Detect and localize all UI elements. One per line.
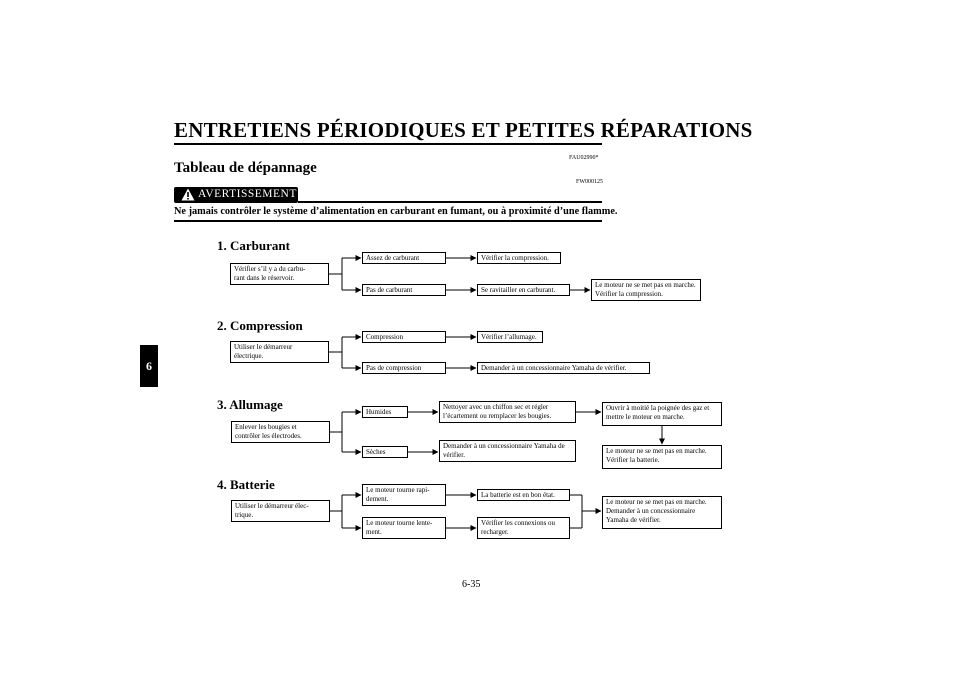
battery-fast-box bbox=[362, 484, 446, 506]
ignition-wet-action-line-1: Nettoyer avec un chiffon sec et régler bbox=[443, 403, 549, 411]
ignition-wet-next-box bbox=[602, 402, 722, 426]
warning-ref-code: FW000125 bbox=[576, 179, 603, 185]
battery-start-box bbox=[231, 500, 330, 522]
step-ignition-title: 3. Allumage bbox=[217, 397, 283, 412]
fuel-result-line-2: Vérifier la compression. bbox=[595, 290, 663, 298]
ignition-dry-box: Sèches bbox=[362, 446, 408, 458]
fuel-start-line-1: Vérifier s’il y a du carbu- bbox=[234, 265, 306, 273]
battery-start-line-1: Utiliser le démarreur élec- bbox=[235, 502, 309, 510]
section-title: Tableau de dépannage bbox=[174, 160, 317, 176]
compression-no-box: Pas de compression bbox=[362, 362, 446, 374]
battery-result-line-1: Le moteur ne se met pas en marche. bbox=[606, 498, 707, 506]
ignition-start-line-2: contrôler les électrodes. bbox=[235, 432, 302, 440]
ignition-wet-box: Humides bbox=[362, 406, 408, 418]
compression-yes-action-box: Vérifier l’allumage. bbox=[477, 331, 543, 343]
step-compression-title: 2. Compression bbox=[217, 318, 303, 333]
compression-no-action-box: Demander à un concessionnaire Yamaha de vérifier. bbox=[477, 362, 650, 374]
chapter-tab: 6 bbox=[140, 345, 158, 387]
battery-slow-action-line-1: Vérifier les connexions ou bbox=[481, 519, 556, 527]
fuel-start-box bbox=[230, 263, 329, 285]
ignition-dry-action-line-1: Demander à un concessionnaire Yamaha de bbox=[443, 442, 565, 450]
ignition-result-line-2: Vérifier la batterie. bbox=[606, 456, 660, 464]
compression-start-line-1: Utiliser le démarreur bbox=[234, 343, 293, 351]
battery-result-line-2: Demander à un concessionnaire bbox=[606, 507, 696, 515]
section-ref-code: FAU02990* bbox=[569, 155, 599, 161]
battery-fast-action-box: La batterie est en bon état. bbox=[477, 489, 570, 501]
battery-slow-line-1: Le moteur tourne lente- bbox=[366, 519, 433, 527]
ignition-start-line-1: Enlever les bougies et bbox=[235, 423, 297, 431]
battery-slow-box bbox=[362, 517, 446, 539]
compression-start-line-2: électrique. bbox=[234, 352, 264, 360]
battery-slow-action-line-2: recharger. bbox=[481, 528, 509, 536]
ignition-wet-action-box bbox=[439, 401, 576, 423]
fuel-no-box: Pas de carburant bbox=[362, 284, 446, 296]
warning-text: Ne jamais contrôler le système d’alimentation en carburant en fumant, ou à proximité d’une flamme. bbox=[174, 206, 618, 217]
ignition-wet-action-line-2: l’écartement ou remplacer les bougies. bbox=[443, 412, 552, 420]
fuel-no-action-box: Se ravitailler en carburant. bbox=[477, 284, 570, 296]
battery-slow-line-2: ment. bbox=[366, 528, 382, 536]
page-number: 6-35 bbox=[462, 579, 481, 590]
compression-start-box bbox=[230, 341, 329, 363]
fuel-yes-box: Assez de carburant bbox=[362, 252, 446, 264]
battery-result-box bbox=[602, 496, 722, 529]
battery-slow-action-box bbox=[477, 517, 570, 539]
battery-start-line-2: trique. bbox=[235, 511, 254, 519]
fuel-start-line-2: rant dans le réservoir. bbox=[234, 274, 295, 282]
warning-label: AVERTISSEMENT bbox=[198, 188, 297, 200]
fuel-result-box bbox=[591, 279, 701, 301]
ignition-result-line-1: Le moteur ne se met pas en marche. bbox=[606, 447, 707, 455]
fuel-yes-action-box: Vérifier la compression. bbox=[477, 252, 561, 264]
fuel-result-line-1: Le moteur ne se met pas en marche. bbox=[595, 281, 696, 289]
compression-yes-box: Compression bbox=[362, 331, 446, 343]
ignition-result-box bbox=[602, 445, 722, 469]
ignition-dry-action-line-2: vérifier. bbox=[443, 451, 465, 459]
ignition-start-box bbox=[231, 421, 330, 443]
ignition-wet-next-line-2: mettre le moteur en marche. bbox=[606, 413, 685, 421]
battery-result-line-3: Yamaha de vérifier. bbox=[606, 516, 661, 524]
step-fuel-title: 1. Carburant bbox=[217, 238, 290, 253]
step-battery-title: 4. Batterie bbox=[217, 477, 275, 492]
page-header-title: ENTRETIENS PÉRIODIQUES ET PETITES RÉPARATIONS bbox=[174, 118, 753, 142]
ignition-dry-action-box bbox=[439, 440, 576, 462]
ignition-wet-next-line-1: Ouvrir à moitié la poignée des gaz et bbox=[606, 404, 710, 412]
battery-fast-line-2: dement. bbox=[366, 495, 389, 503]
battery-fast-line-1: Le moteur tourne rapi- bbox=[366, 486, 430, 494]
